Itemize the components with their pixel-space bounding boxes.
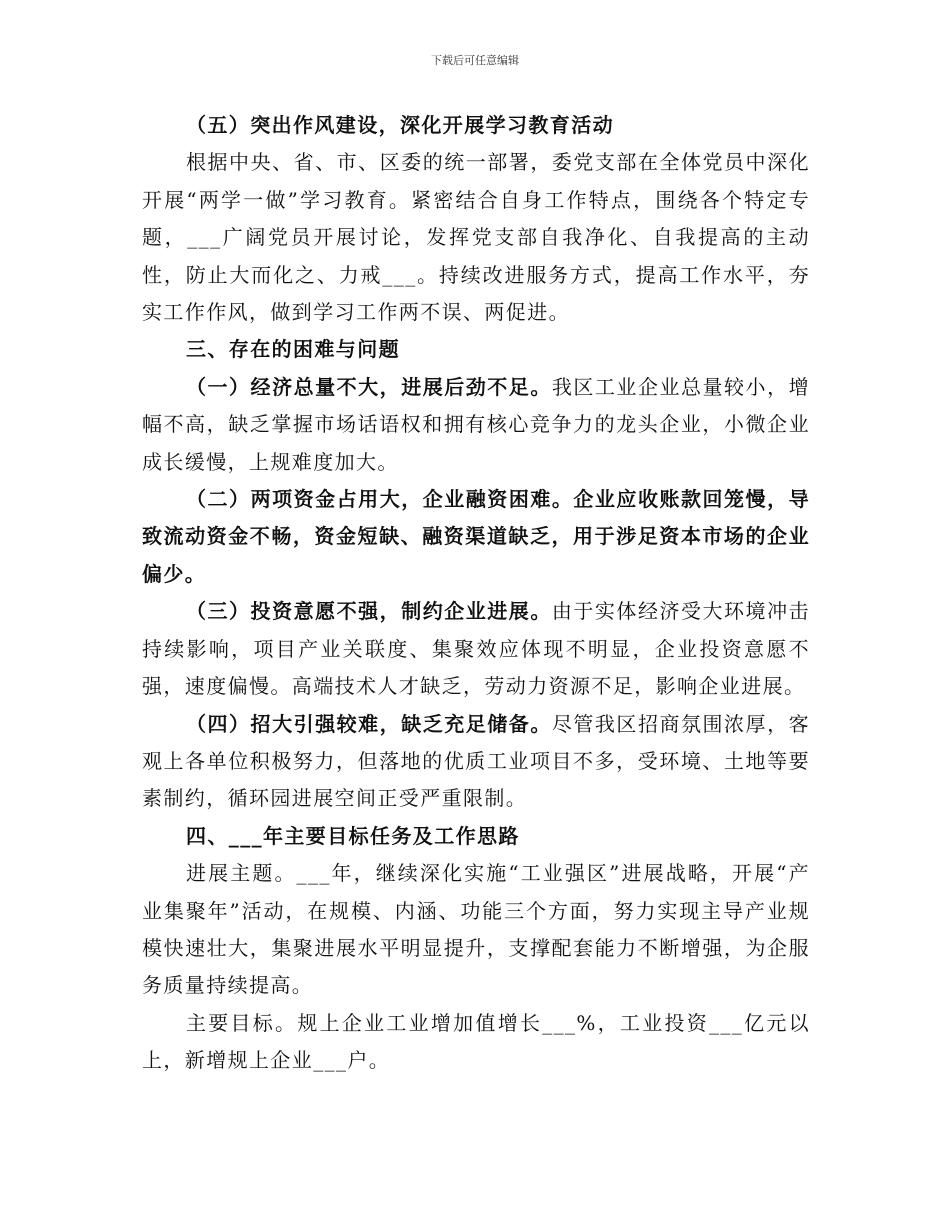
- section-heading-4: 四、___年主要目标任务及工作思路: [186, 823, 520, 848]
- paragraph-item-2: （二）两项资金占用大，企业融资困难。企业应收账款回笼慢，导致流动资金不畅，资金短缺、融资渠道缺乏，用于涉足资本市场的企业偏少。: [142, 487, 810, 586]
- item-3-lead: （三）投资意愿不强，制约企业进展。: [186, 599, 552, 624]
- item-4-body: 尽管我区招商氛围浓厚，客观上各单位积极努力，但落地的优质工业项目不多，受环境、土地等要素制约，循环园进展空间正受严重限制。: [142, 711, 810, 811]
- item-4-lead: （四）招大引强较难，缺乏充足储备。: [186, 711, 552, 736]
- paragraph-item-4: [142, 706, 810, 818]
- page-header: 下载后可任意编辑: [431, 54, 519, 67]
- item-3-body: 由于实体经济受大环境冲击持续影响，项目产业关联度、集聚效应体现不明显，企业投资意愿不强，速度偏慢。高端技术人才缺乏，劳动力资源不足，影响企业进展。: [142, 599, 810, 699]
- paragraph-goals: 主要目标。规上企业工业增加值增长___%，工业投资___亿元以上，新增规上企业___户。: [142, 1010, 810, 1073]
- paragraph-item-3: [142, 593, 810, 705]
- paragraph-theme: 进展主题。___年，继续深化实施“工业强区”进展战略，开展“产业集聚年”活动，在规模、内涵、功能三个方面，努力实现主导产业规模快速壮大，集聚进展水平明显提升，支撑配套能力不断增强，为企服务质量持续提高。: [142, 861, 810, 998]
- section-heading-3: 三、存在的困难与问题: [186, 337, 400, 362]
- paragraph-item-1: [142, 369, 810, 481]
- item-1-body: 我区工业企业总量较小，增幅不高，缺乏掌握市场话语权和拥有核心竞争力的龙头企业，小微企业成长缓慢，上规难度加大。: [142, 374, 810, 474]
- subsection-heading-5: （五）突出作风建设，深化开展学习教育活动: [186, 113, 614, 137]
- document-body: [142, 107, 810, 1080]
- paragraph-study-education: 根据中央、省、市、区委的统一部署，委党支部在全体党员中深化开展“两学一做”学习教育。紧密结合自身工作特点，围绕各个特定专题，___广阔党员开展讨论，发挥党支部自我净化、自我提高的主动性，防止大而化之、力戒___。持续改进服务方式，提高工作水平，夯实工作作风，做到学习工作两不误、两促进。: [142, 150, 810, 325]
- item-1-lead: （一）经济总量不大，进展后劲不足。: [186, 374, 552, 399]
